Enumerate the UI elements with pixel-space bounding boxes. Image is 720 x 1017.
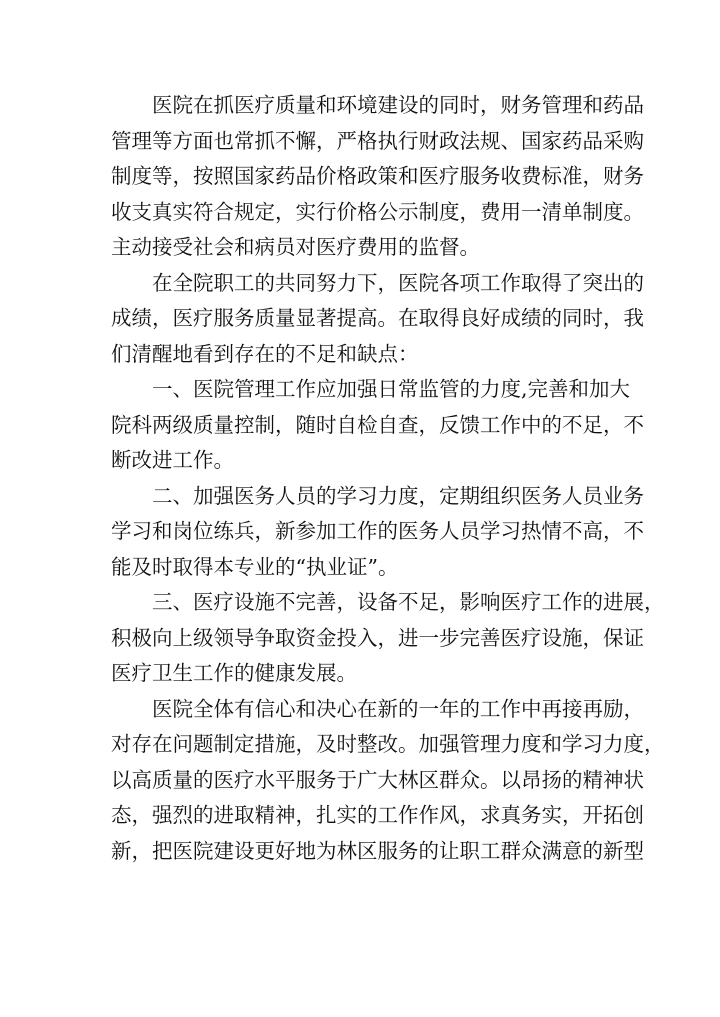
text-line: 管理等方面也常抓不懈，严格执行财政法规、国家药品采购	[111, 128, 644, 153]
text-line: 医院全体有信心和决心在新的一年的工作中再接再励，	[152, 696, 644, 721]
text-line: 院科两级质量控制，随时自检自查，反馈工作中的不足，不	[111, 412, 644, 437]
text-line: 医院在抓医疗质量和环境建设的同时，财务管理和药品	[152, 93, 644, 117]
text-line: 能及时取得本专业的“执业证”。	[111, 554, 399, 579]
text-line: 新，把医院建设更好地为林区服务的让职工群众满意的新型	[111, 838, 644, 863]
text-line: 在全院职工的共同努力下，医院各项工作取得了突出的	[152, 270, 644, 295]
text-line: 学习和岗位练兵，新参加工作的医务人员学习热情不高，不	[111, 519, 644, 543]
text-line: 医疗卫生工作的健康发展。	[111, 661, 357, 685]
paragraph-point-three	[111, 585, 665, 692]
text-line: 以高质量的医疗水平服务于广大林区群众。以昂扬的精神状	[111, 767, 644, 792]
document-body	[111, 88, 665, 869]
text-line: 收支真实符合规定，实行价格公示制度，费用一清单制度。	[111, 199, 644, 224]
text-line: 们清醒地看到存在的不足和缺点：	[111, 341, 419, 366]
paragraph-point-two	[111, 479, 644, 586]
paragraph-achievements	[111, 266, 644, 373]
paragraph-outlook	[111, 692, 665, 870]
text-line: 三、医疗设施不完善，设备不足，影响医疗工作的进展，	[152, 590, 665, 614]
text-line: 成绩，医疗服务质量显著提高。在取得良好成绩的同时，我	[111, 306, 644, 330]
text-line: 一、医院管理工作应加强日常监管的力度,完善和加大	[152, 377, 631, 401]
text-line: 主动接受社会和病员对医疗费用的监督。	[111, 235, 480, 259]
text-line: 二、加强医务人员的学习力度，定期组织医务人员业务	[152, 483, 644, 508]
text-line: 对存在问题制定措施，及时整改。加强管理力度和学习力度，	[111, 732, 665, 756]
text-line: 断改进工作。	[111, 448, 234, 472]
paragraph-point-one	[111, 372, 644, 479]
text-line: 态，强烈的进取精神，扎实的工作作风，求真务实，开拓创	[111, 803, 644, 827]
text-line: 制度等，按照国家药品价格政策和医疗服务收费标准，财务	[111, 164, 644, 188]
paragraph-financial-management	[111, 88, 644, 266]
text-line: 积极向上级领导争取资金投入，进一步完善医疗设施，保证	[111, 625, 644, 650]
